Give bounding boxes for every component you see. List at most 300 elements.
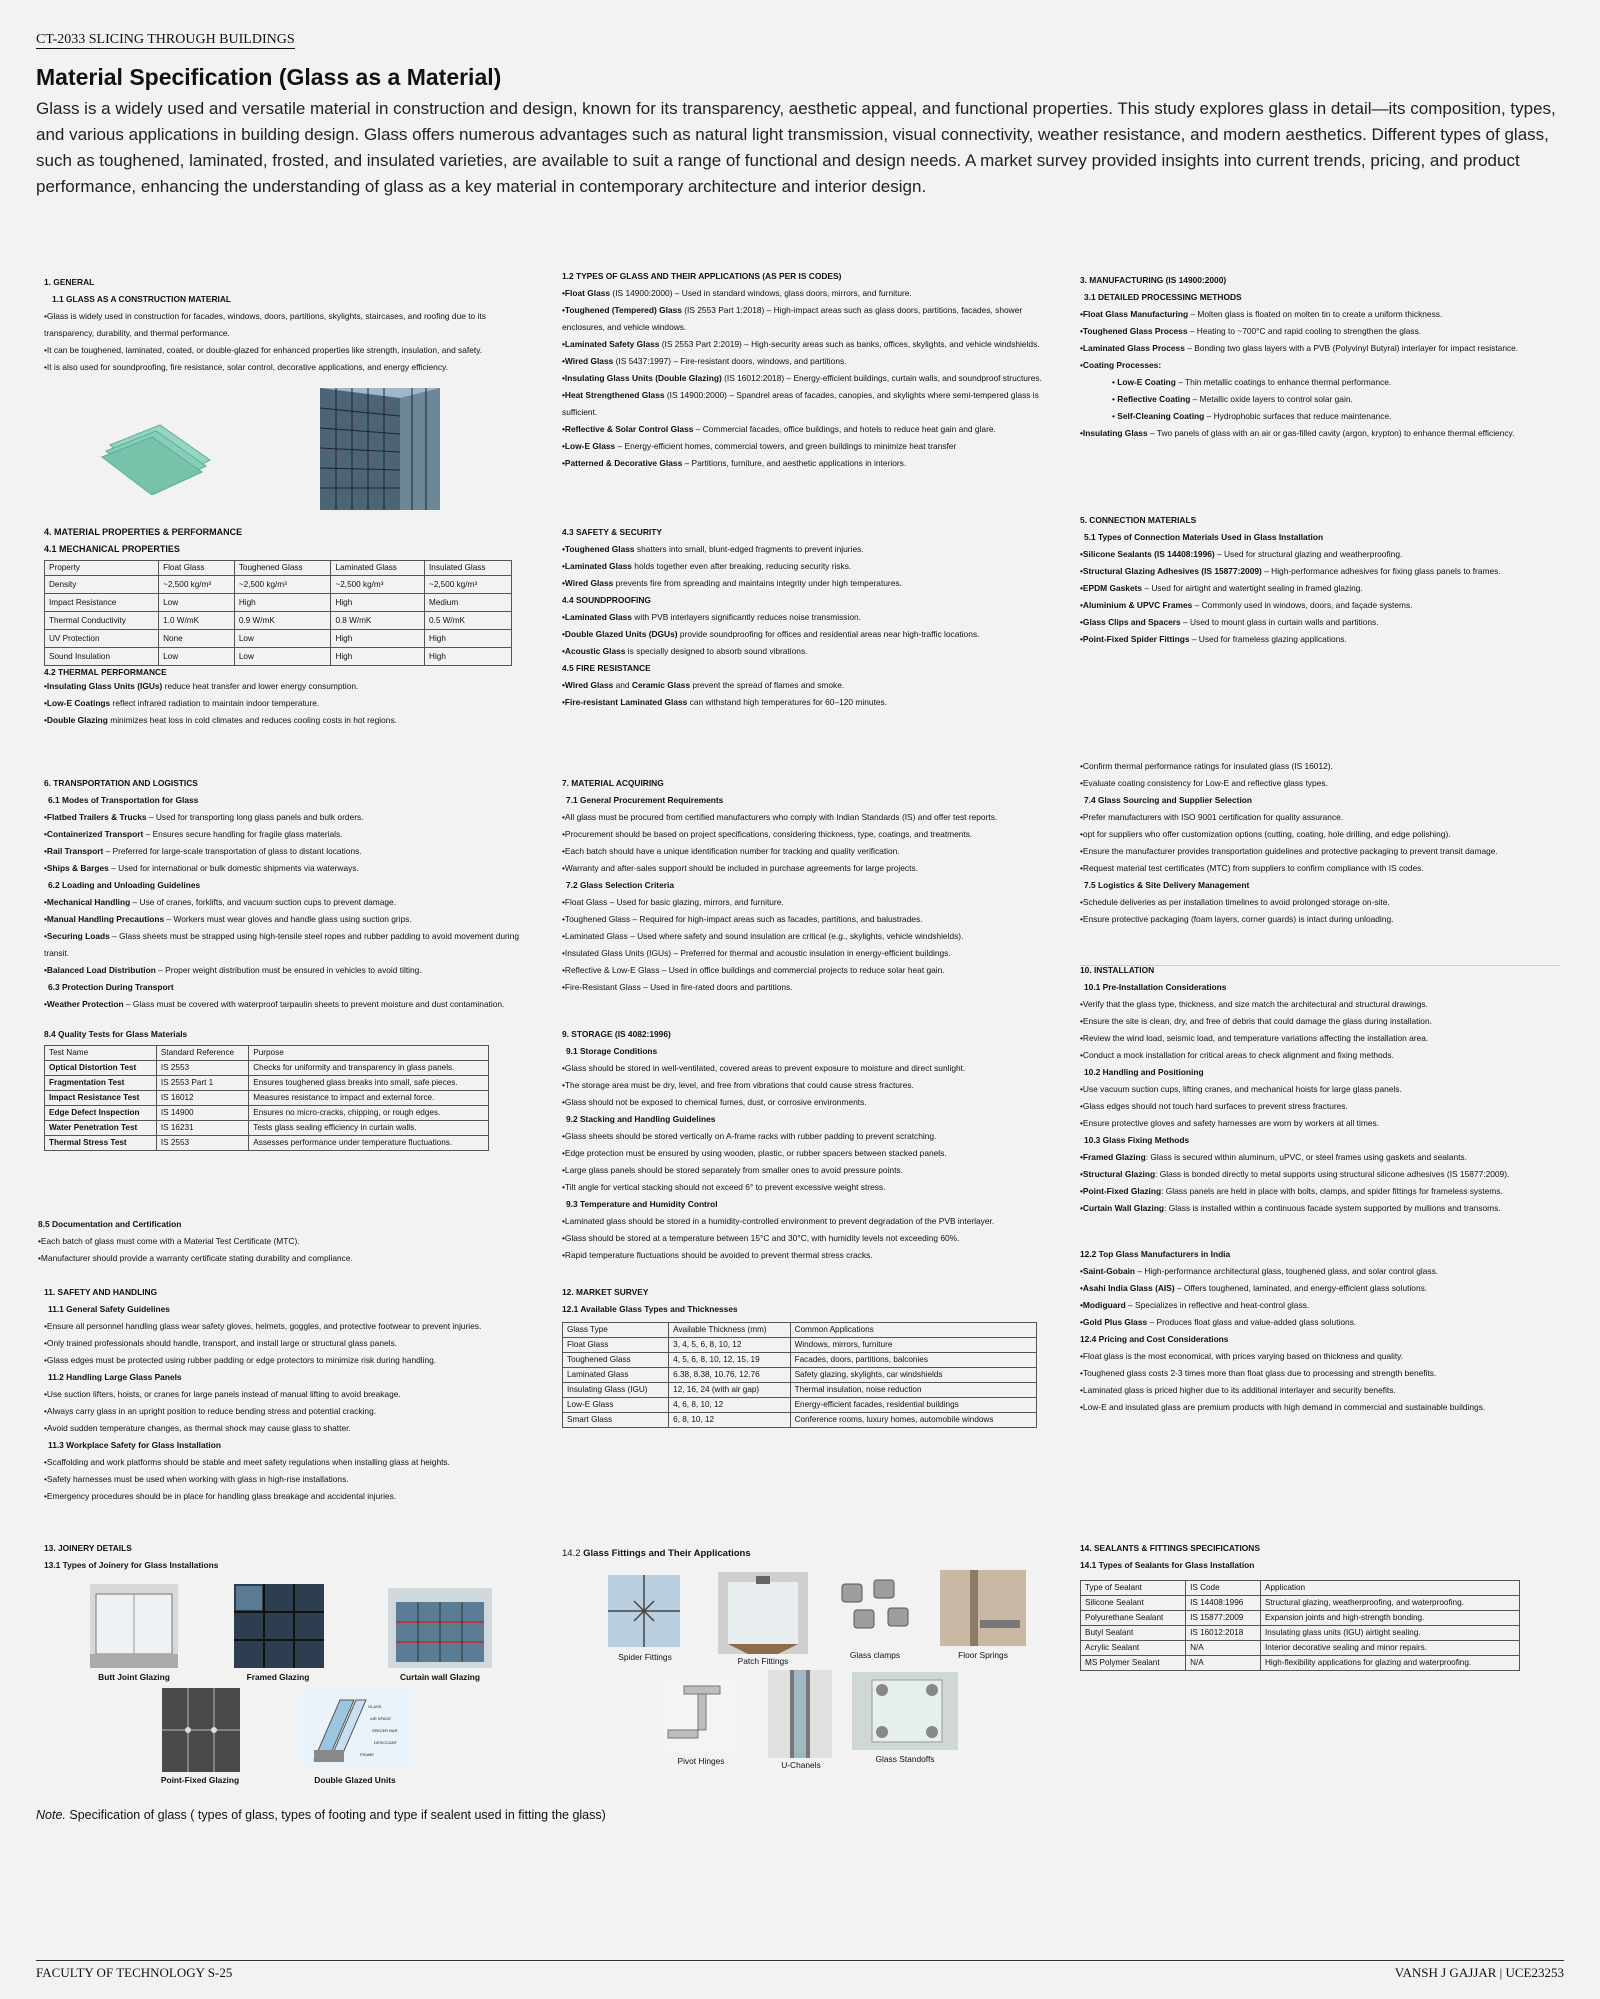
- table-cell: Toughened Glass: [563, 1353, 669, 1368]
- list-item: •Wired Glass and Ceramic Glass prevent the spread of flames and smoke.: [562, 680, 845, 690]
- table-header-cell: Toughened Glass: [234, 561, 331, 576]
- list-item: •Coating Processes:: [1080, 360, 1162, 370]
- section-sealants: [1080, 1540, 1560, 1671]
- section-heading: 4.3 SAFETY & SECURITY: [562, 527, 662, 537]
- list-item: •Confirm thermal performance ratings for insulated glass (IS 16012).: [1080, 761, 1333, 771]
- list-item: •Glass edges should not touch hard surfaces to prevent stress fractures.: [1080, 1101, 1348, 1111]
- table-cell: Thermal Stress Test: [45, 1136, 157, 1151]
- list-item: •Laminated glass is priced higher due to its additional interlayer and security benefits.: [1080, 1385, 1396, 1395]
- svg-text:FRAME: FRAME: [360, 1752, 374, 1757]
- list-item: •Toughened Glass – Required for high-impact areas such as facades, partitions, and balustrades.: [562, 914, 923, 924]
- table-header-cell: IS Code: [1186, 1581, 1261, 1596]
- table-cell: Medium: [425, 594, 512, 612]
- table-cell: Silicone Sealant: [1081, 1596, 1186, 1611]
- table-cell: Ensures toughened glass breaks into small, safe pieces.: [249, 1076, 489, 1091]
- list-item: •Fire-Resistant Glass – Used in fire-rated doors and partitions.: [562, 982, 793, 992]
- list-item: •Laminated glass should be stored in a humidity-controlled environment to prevent degradation of the PVB interlayer.: [562, 1216, 995, 1226]
- list-item: •Low-E Glass – Energy-efficient homes, commercial towers, and green buildings to minimize heat transfer: [562, 441, 957, 451]
- table-cell: High-flexibility applications for glazing and waterproofing.: [1261, 1656, 1520, 1671]
- section-heading: 10. INSTALLATION: [1080, 965, 1155, 975]
- table-row: [563, 1338, 1037, 1353]
- list-item: •Glass should be stored in well-ventilated, covered areas to prevent exposure to moisture and direct sunlight.: [562, 1063, 966, 1073]
- table-cell: ~2,500 kg/m³: [425, 576, 512, 594]
- list-item: •EPDM Gaskets – Used for airtight and watertight sealing in framed glazing.: [1080, 583, 1363, 593]
- patch-fittings-image: [718, 1572, 808, 1654]
- table-header-cell: Common Applications: [790, 1323, 1036, 1338]
- list-item: •Balanced Load Distribution – Proper weight distribution must be ensured in vehicles to avoid tilting.: [44, 965, 422, 975]
- table-header-row: [563, 1323, 1037, 1338]
- list-item: •Float Glass Manufacturing – Molten glass is floated on molten tin to create a uniform thickness.: [1080, 309, 1443, 319]
- table-row: [1081, 1611, 1520, 1626]
- subsection-heading: 14.1 Types of Sealants for Glass Installation: [1080, 1560, 1255, 1570]
- table-cell: UV Protection: [45, 630, 159, 648]
- list-item: •Toughened glass costs 2-3 times more than float glass due to processing and strength benefits.: [1080, 1368, 1437, 1378]
- list-item: •Saint-Gobain – High-performance architectural glass, toughened glass, and solar control glass.: [1080, 1266, 1439, 1276]
- section-heading: 4. MATERIAL PROPERTIES & PERFORMANCE: [44, 527, 243, 537]
- table-cell: IS 16231: [156, 1121, 248, 1136]
- fitting-label: Spider Fittings: [618, 1652, 672, 1662]
- section-storage: [562, 1026, 1052, 1264]
- table-row: [563, 1368, 1037, 1383]
- table-cell: High: [331, 594, 425, 612]
- table-row: [1081, 1656, 1520, 1671]
- list-item: •Heat Strengthened Glass (IS 14900:2000) – Spandrel areas of facades, canopies, and skylights where semi-tempered glass is sufficient.: [562, 390, 1039, 417]
- fitting-label: U-Chanels: [781, 1760, 821, 1770]
- subsection-heading: 1.1 GLASS AS A CONSTRUCTION MATERIAL: [52, 294, 231, 304]
- section-transportation: [44, 775, 534, 1013]
- list-item: •Safety harnesses must be used when working with glass in high-rise installations.: [44, 1474, 349, 1484]
- table-cell: Thermal insulation, noise reduction: [790, 1383, 1036, 1398]
- subsection-heading: 7.4 Glass Sourcing and Supplier Selection: [1084, 795, 1253, 805]
- list-item: • Low-E Coating – Thin metallic coatings to enhance thermal performance.: [1112, 377, 1392, 387]
- table-cell: None: [159, 630, 235, 648]
- u-channels-image: [768, 1670, 832, 1758]
- table-row: [45, 1136, 489, 1151]
- list-item: •Ensure protective gloves and safety harnesses are worn by workers at all times.: [1080, 1118, 1379, 1128]
- list-item: •Rapid temperature fluctuations should be avoided to prevent thermal stress cracks.: [562, 1250, 873, 1260]
- table-row: [45, 1121, 489, 1136]
- subsection-heading: 9.2 Stacking and Handling Guidelines: [566, 1114, 716, 1124]
- list-item: •Glass sheets should be stored vertically on A-frame racks with rubber padding to prevent scratching.: [562, 1131, 937, 1141]
- list-item: •Reflective & Solar Control Glass – Commercial facades, office buildings, and hotels to reduce heat gain and glare.: [562, 424, 996, 434]
- table-cell: Low: [234, 648, 331, 666]
- table-row: [45, 630, 512, 648]
- table-header-cell: Standard Reference: [156, 1046, 248, 1061]
- table-cell: N/A: [1186, 1641, 1261, 1656]
- list-item: •Toughened Glass Process – Heating to ~700°C and rapid cooling to strengthen the glass.: [1080, 326, 1422, 336]
- joinery-label: Butt Joint Glazing: [98, 1672, 170, 1682]
- table-cell: Density: [45, 576, 159, 594]
- page-title: Material Specification (Glass as a Material): [36, 64, 502, 90]
- list-item: •Wired Glass (IS 5437:1997) – Fire-resistant doors, windows, and partitions.: [562, 356, 847, 366]
- quality-tests-table: [44, 1045, 489, 1151]
- section-market-survey: [562, 1284, 1052, 1428]
- list-item: •Laminated Glass Process – Bonding two glass layers with a PVB (Polyvinyl Butyral) interlayer for impact resistance.: [1080, 343, 1519, 353]
- list-item: •Wired Glass prevents fire from spreading and maintains integrity under high temperatures.: [562, 578, 902, 588]
- table-row: [45, 648, 512, 666]
- subsection-heading: 6.1 Modes of Transportation for Glass: [48, 795, 199, 805]
- list-item: •Tilt angle for vertical stacking should not exceed 6° to prevent excessive weight stress.: [562, 1182, 886, 1192]
- table-cell: IS 16012: [156, 1091, 248, 1106]
- table-row: [1081, 1626, 1520, 1641]
- glass-clamps-image: [832, 1570, 922, 1646]
- footer-divider: [36, 1960, 1564, 1961]
- list-item: •Modiguard – Specializes in reflective and heat-control glass.: [1080, 1300, 1310, 1310]
- fitting-label: Floor Springs: [958, 1650, 1008, 1660]
- list-item: •Fire-resistant Laminated Glass can withstand high temperatures for 60–120 minutes.: [562, 697, 888, 707]
- svg-text:DESICCANT: DESICCANT: [374, 1740, 398, 1745]
- section-connection-materials: [1080, 512, 1560, 648]
- list-item: •Ensure protective packaging (foam layers, corner guards) is intact during unloading.: [1080, 914, 1394, 924]
- table-cell: High: [425, 648, 512, 666]
- list-item: •Toughened (Tempered) Glass (IS 2553 Part 1:2018) – High-impact areas such as glass doors, partitions, facades, shower enclosures, and vehicle windows.: [562, 305, 1023, 332]
- table-cell: High: [331, 648, 425, 666]
- double-glazed-unit-image: [300, 1690, 412, 1770]
- table-cell: 0.9 W/mK: [234, 612, 331, 630]
- list-item: •Float glass is the most economical, with prices varying based on thickness and quality.: [1080, 1351, 1404, 1361]
- section-general: [44, 274, 514, 376]
- section-heading: 12.2 Top Glass Manufacturers in India: [1080, 1249, 1231, 1259]
- list-item: •Patterned & Decorative Glass – Partitions, furniture, and aesthetic applications in interiors.: [562, 458, 907, 468]
- section-sourcing: [1080, 758, 1570, 928]
- list-item: •Double Glazing minimizes heat loss in cold climates and reduces cooling costs in hot regions.: [44, 715, 397, 725]
- section-heading: 14. SEALANTS & FITTINGS SPECIFICATIONS: [1080, 1543, 1260, 1553]
- list-item: •Laminated Glass with PVB interlayers significantly reduces noise transmission.: [562, 612, 861, 622]
- list-item: •opt for suppliers who offer customization options (cutting, coating, hole drilling, and edge polishing).: [1080, 829, 1451, 839]
- table-cell: ~2,500 kg/m³: [234, 576, 331, 594]
- table-row: [563, 1398, 1037, 1413]
- svg-text:SPACER BAR: SPACER BAR: [372, 1728, 398, 1733]
- list-item: •Manufacturer should provide a warranty certificate stating durability and compliance.: [38, 1253, 353, 1263]
- list-item: •Ships & Barges – Used for international or bulk domestic shipments via waterways.: [44, 863, 359, 873]
- table-row: [1081, 1596, 1520, 1611]
- list-item: •Laminated Safety Glass (IS 2553 Part 2:2019) – High-security areas such as banks, offices, skylights, and vehicle windshields.: [562, 339, 1040, 349]
- list-item: •Gold Plus Glass – Produces float glass and value-added glass solutions.: [1080, 1317, 1357, 1327]
- table-cell: IS 2553 Part 1: [156, 1076, 248, 1091]
- section-joinery: [44, 1540, 524, 1574]
- list-item: •Mechanical Handling – Use of cranes, forklifts, and vacuum suction cups to prevent damage.: [44, 897, 397, 907]
- table-cell: Low: [159, 648, 235, 666]
- table-cell: 3, 4, 5, 6, 8, 10, 12: [669, 1338, 790, 1353]
- subsection-heading: 12.4 Pricing and Cost Considerations: [1080, 1334, 1229, 1344]
- section-fittings: 14.2 Glass Fittings and Their Applications: [562, 1548, 751, 1559]
- table-header-row: [45, 1046, 489, 1061]
- list-item: •Double Glazed Units (DGUs) provide soundproofing for offices and residential areas near high-traffic locations.: [562, 629, 980, 639]
- table-cell: IS 15877:2009: [1186, 1611, 1261, 1626]
- list-item: •Always carry glass in an upright position to reduce bending stress and potential cracking.: [44, 1406, 377, 1416]
- table-header-cell: Laminated Glass: [331, 561, 425, 576]
- table-header-row: [1081, 1581, 1520, 1596]
- list-item: •Warranty and after-sales support should be included in purchase agreements for large projects.: [562, 863, 918, 873]
- section-heading: 3. MANUFACTURING (IS 14900:2000): [1080, 275, 1227, 285]
- table-cell: Sound Insulation: [45, 648, 159, 666]
- list-item: •Glass Clips and Spacers – Used to mount glass in curtain walls and partitions.: [1080, 617, 1379, 627]
- table-cell: 0.8 W/mK: [331, 612, 425, 630]
- table-header-row: [45, 561, 512, 576]
- subsection-heading: 11.2 Handling Large Glass Panels: [48, 1372, 182, 1382]
- table-cell: Expansion joints and high-strength bonding.: [1261, 1611, 1520, 1626]
- list-item: •Low-E Coatings reflect infrared radiation to maintain indoor temperature.: [44, 698, 320, 708]
- table-cell: 4, 6, 8, 10, 12: [669, 1398, 790, 1413]
- framed-glazing-image: [234, 1584, 324, 1668]
- market-survey-table: [562, 1322, 1037, 1428]
- subsection-heading: 4.2 THERMAL PERFORMANCE: [44, 667, 167, 677]
- svg-text:GLASS: GLASS: [368, 1704, 382, 1709]
- spider-fittings-image: [608, 1575, 680, 1647]
- table-row: [45, 576, 512, 594]
- table-cell: 6.38, 8.38, 10.76, 12.76: [669, 1368, 790, 1383]
- table-header-cell: Purpose: [249, 1046, 489, 1061]
- table-cell: High: [234, 594, 331, 612]
- list-item: •Verify that the glass type, thickness, and size match the architectural and structural drawings.: [1080, 999, 1428, 1009]
- table-cell: Tests glass sealing efficiency in curtain walls.: [249, 1121, 489, 1136]
- list-item: •Low-E and insulated glass are premium products with high demand in commercial and sustainable buildings.: [1080, 1402, 1486, 1412]
- table-header-cell: Property: [45, 561, 159, 576]
- list-item: •Laminated Glass holds together even after breaking, reducing security risks.: [562, 561, 852, 571]
- section-heading: 8.4 Quality Tests for Glass Materials: [44, 1029, 188, 1039]
- table-cell: Acrylic Sealant: [1081, 1641, 1186, 1656]
- list-item: •Schedule deliveries as per installation timelines to avoid prolonged storage on-site.: [1080, 897, 1390, 907]
- list-item: •Request material test certificates (MTC) from suppliers to confirm compliance with IS codes.: [1080, 863, 1424, 873]
- list-item: •Use suction lifters, hoists, or cranes for large panels instead of manual lifting to avoid breakage.: [44, 1389, 401, 1399]
- table-cell: Structural glazing, weatherproofing, and waterproofing.: [1261, 1596, 1520, 1611]
- list-item: •All glass must be procured from certified manufacturers who comply with Indian Standards (IS) and offer test reports.: [562, 812, 998, 822]
- table-cell: Low: [234, 630, 331, 648]
- joinery-label: Double Glazed Units: [314, 1775, 396, 1785]
- table-row: [1081, 1641, 1520, 1656]
- subsection-heading: 6.3 Protection During Transport: [48, 982, 174, 992]
- table-row: [45, 1091, 489, 1106]
- table-cell: Insulating glass units (IGU) airtight sealing.: [1261, 1626, 1520, 1641]
- section-heading: 7. MATERIAL ACQUIRING: [562, 778, 664, 788]
- list-item: •Framed Glazing: Glass is secured within aluminum, uPVC, or steel frames using gaskets and sealants.: [1080, 1152, 1467, 1162]
- list-item: •Insulating Glass Units (Double Glazing) (IS 16012:2018) – Energy-efficient buildings, curtain walls, and soundproof structures.: [562, 373, 1042, 383]
- table-cell: IS 2553: [156, 1136, 248, 1151]
- subsection-heading: 3.1 DETAILED PROCESSING METHODS: [1084, 292, 1242, 302]
- table-cell: Low-E Glass: [563, 1398, 669, 1413]
- subsection-heading: 10.3 Glass Fixing Methods: [1084, 1135, 1190, 1145]
- list-item: •Containerized Transport – Ensures secure handling for fragile glass materials.: [44, 829, 343, 839]
- table-cell: Ensures no micro-cracks, chipping, or rough edges.: [249, 1106, 489, 1121]
- list-item: •Asahi India Glass (AIS) – Offers toughened, laminated, and energy-efficient glass solutions.: [1080, 1283, 1428, 1293]
- list-item: •Ensure the site is clean, dry, and free of debris that could damage the glass during installation.: [1080, 1016, 1432, 1026]
- list-item: •Insulating Glass – Two panels of glass with an air or gas-filled cavity (argon, krypton) to enhance thermal efficiency.: [1080, 428, 1515, 438]
- subsection-heading: 11.3 Workplace Safety for Glass Installation: [48, 1440, 221, 1450]
- svg-text:AIR SPACE: AIR SPACE: [370, 1716, 392, 1721]
- glass-facade-image: [320, 388, 440, 510]
- list-item: •Float Glass – Used for basic glazing, mirrors, and furniture.: [562, 897, 784, 907]
- fitting-label: Patch Fittings: [737, 1656, 789, 1666]
- subsection-heading: 4.5 FIRE RESISTANCE: [562, 663, 651, 673]
- table-row: [563, 1353, 1037, 1368]
- intro-paragraph: Glass is a widely used and versatile material in construction and design, known for its transparency, aesthetic appeal, and functional properties. This study explores glass in detail—its composition, types, and various applications in building design. Glass offers numerous advantages such as natural light transmission, visual connectivity, weather resistance, and modern aesthetics. Different types of glass, such as toughened, laminated, frosted, and insulated varieties, are available to suit a range of functional and design needs. A market survey provided insights into current trends, pricing, and product performance, enhancing the understanding of glass as a key material in contemporary architecture and interior design.: [36, 99, 1556, 196]
- section-heading: 5. CONNECTION MATERIALS: [1080, 515, 1197, 525]
- table-cell: Windows, mirrors, furniture: [790, 1338, 1036, 1353]
- list-item: •Securing Loads – Glass sheets must be strapped using high-tensile steel ropes and rubber padding to avoid movement during transit.: [44, 931, 519, 958]
- section-heading: 1. GENERAL: [44, 277, 95, 287]
- list-item: •Procurement should be based on project specifications, considering thickness, type, coatings, and treatments.: [562, 829, 973, 839]
- table-cell: Fragmentation Test: [45, 1076, 157, 1091]
- table-cell: Edge Defect Inspection: [45, 1106, 157, 1121]
- table-cell: Measures resistance to impact and external force.: [249, 1091, 489, 1106]
- table-row: [45, 1106, 489, 1121]
- table-header-cell: Insulated Glass: [425, 561, 512, 576]
- table-cell: High: [425, 630, 512, 648]
- subsection-heading: 13.1 Types of Joinery for Glass Installations: [44, 1560, 219, 1570]
- footer-right: VANSH J GAJJAR | UCE23253: [1394, 1965, 1564, 1980]
- list-item: •Weather Protection – Glass must be covered with waterproof tarpaulin sheets to prevent moisture and dust contamination.: [44, 999, 505, 1009]
- list-item: •Conduct a mock installation for critical areas to check alignment and fixing methods.: [1080, 1050, 1394, 1060]
- butt-joint-glazing-image: [90, 1584, 178, 1668]
- joinery-label: Framed Glazing: [246, 1672, 310, 1682]
- list-item: •Manual Handling Precautions – Workers must wear gloves and handle glass using suction grips.: [44, 914, 412, 924]
- list-item: •Evaluate coating consistency for Low-E and reflective glass types.: [1080, 778, 1328, 788]
- subsection-heading: 8.5 Documentation and Certification: [38, 1219, 182, 1229]
- section-heading: 12. MARKET SURVEY: [562, 1287, 649, 1297]
- list-item: •Insulating Glass Units (IGUs) reduce heat transfer and lower energy consumption.: [44, 681, 359, 691]
- list-item: •Rail Transport – Preferred for large-scale transportation of glass to distant locations.: [44, 846, 362, 856]
- table-row: [45, 1061, 489, 1076]
- pivot-hinges-image: [664, 1678, 738, 1752]
- table-row: [563, 1413, 1037, 1428]
- table-cell: MS Polymer Sealant: [1081, 1656, 1186, 1671]
- section-manufacturers: [1080, 1246, 1570, 1416]
- subsection-heading: 11.1 General Safety Guidelines: [48, 1304, 170, 1314]
- curtain-wall-glazing-image: [388, 1588, 492, 1668]
- subsection-heading: 9.3 Temperature and Humidity Control: [566, 1199, 718, 1209]
- table-cell: Conference rooms, luxury homes, automobile windows: [790, 1413, 1036, 1428]
- list-item: •Avoid sudden temperature changes, as thermal shock may cause glass to shatter.: [44, 1423, 351, 1433]
- glass-stack-image: [100, 415, 220, 495]
- table-row: [45, 1076, 489, 1091]
- table-cell: Insulating Glass (IGU): [563, 1383, 669, 1398]
- table-row: [45, 612, 512, 630]
- subsection-heading: 10.1 Pre-Installation Considerations: [1084, 982, 1227, 992]
- list-item: •Each batch of glass must come with a Material Test Certificate (MTC).: [38, 1236, 300, 1246]
- point-fixed-glazing-image: [162, 1688, 240, 1772]
- table-cell: Impact Resistance: [45, 594, 159, 612]
- section-installation: [1080, 962, 1570, 1217]
- fitting-label: Glass clamps: [849, 1650, 901, 1660]
- list-item: •Point-Fixed Glazing: Glass panels are held in place with bolts, clamps, and spider fittings for frameless systems.: [1080, 1186, 1503, 1196]
- list-item: •Emergency procedures should be in place for handling glass breakage and accidental injuries.: [44, 1491, 397, 1501]
- section-safety-handling: [44, 1284, 534, 1505]
- list-item: •Flatbed Trailers & Trucks – Used for transporting long glass panels and bulk orders.: [44, 812, 364, 822]
- section-heading: 11. SAFETY AND HANDLING: [44, 1287, 158, 1297]
- table-cell: Butyl Sealant: [1081, 1626, 1186, 1641]
- subsection-heading: 6.2 Loading and Unloading Guidelines: [48, 880, 201, 890]
- table-header-cell: Glass Type: [563, 1323, 669, 1338]
- list-item: •Curtain Wall Glazing: Glass is installed within a continuous facade system supported by mullions and transoms.: [1080, 1203, 1501, 1213]
- list-item: •Only trained professionals should handle, transport, and install large or structural glass panels.: [44, 1338, 398, 1348]
- table-header-cell: Application: [1261, 1581, 1520, 1596]
- list-item: • Self-Cleaning Coating – Hydrophobic surfaces that reduce maintenance.: [1112, 411, 1392, 421]
- list-item: •Insulated Glass Units (IGUs) – Preferred for thermal and acoustic insulation in energy-efficient buildings.: [562, 948, 951, 958]
- section-heading: 6. TRANSPORTATION AND LOGISTICS: [44, 778, 198, 788]
- fitting-label: Pivot Hinges: [677, 1756, 725, 1766]
- table-cell: Assesses performance under temperature fluctuations.: [249, 1136, 489, 1151]
- note: Note. Specification of glass ( types of glass, types of footing and type if sealent used in fitting the glass): [36, 1808, 606, 1822]
- section-glass-types: [562, 268, 1042, 472]
- table-cell: Water Penetration Test: [45, 1121, 157, 1136]
- mechanical-properties-table: [44, 560, 512, 666]
- table-cell: 4, 5, 6, 8, 10, 12, 15, 19: [669, 1353, 790, 1368]
- section-heading: 13. JOINERY DETAILS: [44, 1543, 132, 1553]
- list-item: •Scaffolding and work platforms should be stable and meet safety regulations when installing glass at heights.: [44, 1457, 450, 1467]
- list-item: •Silicone Sealants (IS 14408:1996) – Used for structural glazing and weatherproofing.: [1080, 549, 1403, 559]
- subsection-heading: 7.1 General Procurement Requirements: [566, 795, 724, 805]
- table-cell: 1.0 W/mK: [159, 612, 235, 630]
- sealants-table: [1080, 1580, 1520, 1671]
- course-header: CT-2033 SLICING THROUGH BUILDINGS: [36, 32, 295, 47]
- joinery-label: Point-Fixed Glazing: [160, 1775, 240, 1785]
- section-manufacturing: [1080, 272, 1560, 442]
- table-cell: Float Glass: [563, 1338, 669, 1353]
- list-item: •Ensure all personnel handling glass wear safety gloves, helmets, goggles, and protective footwear to prevent injuries.: [44, 1321, 482, 1331]
- list-item: •Reflective & Low-E Glass – Used in office buildings and commercial projects to reduce solar heat gain.: [562, 965, 945, 975]
- table-cell: Safety glazing, skylights, car windshields: [790, 1368, 1036, 1383]
- table-cell: N/A: [1186, 1656, 1261, 1671]
- fitting-label: Glass Standoffs: [875, 1754, 935, 1764]
- table-cell: ~2,500 kg/m³: [159, 576, 235, 594]
- table-cell: Laminated Glass: [563, 1368, 669, 1383]
- subsection-heading: 5.1 Types of Connection Materials Used in Glass Installation: [1084, 532, 1324, 542]
- list-item: •Structural Glazing: Glass is bonded directly to metal supports using structural silicone adhesives (IS 15877:2009).: [1080, 1169, 1510, 1179]
- table-cell: Thermal Conductivity: [45, 612, 159, 630]
- section-material-acquiring: [562, 775, 1052, 996]
- subsection-heading: 4.4 SOUNDPROOFING: [562, 595, 651, 605]
- table-cell: Polyurethane Sealant: [1081, 1611, 1186, 1626]
- list-item: •It can be toughened, laminated, coated, or double-glazed for enhanced properties like strength, insulation, and safety.: [44, 345, 483, 355]
- table-row: [563, 1383, 1037, 1398]
- list-item: •Glass should not be exposed to chemical fumes, dust, or corrosive environments.: [562, 1097, 867, 1107]
- section-quality-tests: [44, 1026, 524, 1151]
- subsection-heading: 7.5 Logistics & Site Delivery Management: [1084, 880, 1250, 890]
- joinery-label: Curtain wall Glazing: [399, 1672, 481, 1682]
- subsection-heading: 9.1 Storage Conditions: [566, 1046, 658, 1056]
- section-material-properties: [44, 524, 524, 729]
- table-cell: Optical Distortion Test: [45, 1061, 157, 1076]
- table-cell: IS 16012:2018: [1186, 1626, 1261, 1641]
- table-cell: IS 14408:1996: [1186, 1596, 1261, 1611]
- subsection-heading: 10.2 Handling and Positioning: [1084, 1067, 1204, 1077]
- table-cell: High: [331, 630, 425, 648]
- floor-springs-image: [940, 1570, 1026, 1646]
- list-item: •Acoustic Glass is specially designed to absorb sound vibrations.: [562, 646, 808, 656]
- list-item: •Laminated Glass – Used where safety and sound insulation are critical (e.g., skylights, vehicle windshields).: [562, 931, 964, 941]
- list-item: •Prefer manufacturers with ISO 9001 certification for quality assurance.: [1080, 812, 1344, 822]
- list-item: •Glass edges must be protected using rubber padding or edge protectors to minimize risk during handling.: [44, 1355, 437, 1365]
- list-item: • Reflective Coating – Metallic oxide layers to control solar gain.: [1112, 394, 1353, 404]
- subsection-heading: 4.1 MECHANICAL PROPERTIES: [44, 544, 180, 554]
- list-item: •Use vacuum suction cups, lifting cranes, and mechanical hoists for large glass panels.: [1080, 1084, 1402, 1094]
- table-header-cell: Test Name: [45, 1046, 157, 1061]
- table-cell: Impact Resistance Test: [45, 1091, 157, 1106]
- list-item: •Each batch should have a unique identification number for tracking and quality verification.: [562, 846, 900, 856]
- table-header-cell: Available Thickness (mm): [669, 1323, 790, 1338]
- section-documentation: [38, 1216, 528, 1267]
- table-cell: IS 14900: [156, 1106, 248, 1121]
- list-item: •Review the wind load, seismic load, and temperature variations affecting the installation area.: [1080, 1033, 1429, 1043]
- list-item: •Large glass panels should be stored separately from smaller ones to avoid pressure points.: [562, 1165, 903, 1175]
- list-item: •Glass is widely used in construction for facades, windows, doors, partitions, skylights, staircases, and roofing due to its transparency, durability, and thermal performance.: [44, 311, 486, 338]
- list-item: •Glass should be stored at a temperature between 15°C and 30°C, with humidity levels not exceeding 60%.: [562, 1233, 960, 1243]
- table-cell: 0.5 W/mK: [425, 612, 512, 630]
- list-item: •Float Glass (IS 14900:2000) – Used in standard windows, glass doors, mirrors, and furniture.: [562, 288, 912, 298]
- table-header-cell: Float Glass: [159, 561, 235, 576]
- table-cell: Checks for uniformity and transparency in glass panels.: [249, 1061, 489, 1076]
- list-item: •Ensure the manufacturer provides transportation guidelines and protective packaging to prevent transit damage.: [1080, 846, 1498, 856]
